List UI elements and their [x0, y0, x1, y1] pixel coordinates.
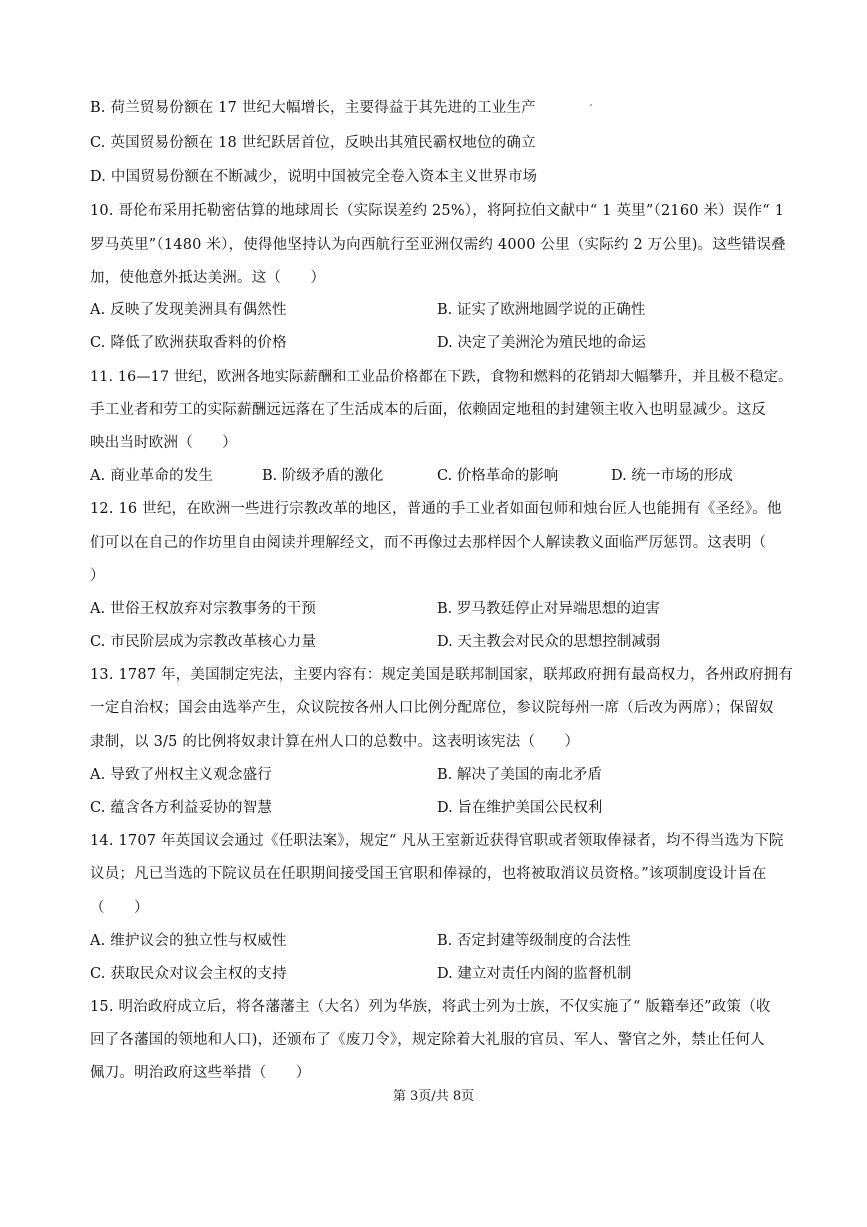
question-10-line-2: 罗马英里”（1480 米），使得他坚持认为向西航行至亚洲仅需约 4000 公里（实际约 2 万公里)。这些错误叠 [90, 237, 786, 253]
option-c-q9: C. 英国贸易份额在 18 世纪跃居首位，反映出其殖民霸权地位的确立 [90, 135, 536, 151]
option-c-q12: C. 市民阶层成为宗教改革核心力量 [90, 634, 317, 650]
option-d-q11: D. 统一市场的形成 [611, 468, 733, 484]
option-a-q11: A. 商业革命的发生 [90, 468, 214, 484]
option-b-q13: B. 解决了美国的南北矛盾 [437, 767, 602, 783]
question-15-line-2: 回了各藩国的领地和人口)，还颁布了《废刀令》，规定除着大礼服的官员、军人、警官之外，禁止任何人 [90, 1032, 765, 1048]
question-12-line-1: 12. 16 世纪，在欧洲一些进行宗教改革的地区，普通的手工业者如面包师和烛台匠人也能拥有《圣经》。他 [90, 501, 782, 517]
option-c-q10: C. 降低了欧洲获取香料的价格 [90, 335, 287, 351]
option-b-q12: B. 罗马教廷停止对异端思想的迫害 [437, 601, 660, 617]
question-14-line-2: 议员；凡已当选的下院议员在任职期间接受国王官职和俸禄的，也将被取消议员资格。”该项制度设计旨在 [90, 866, 767, 882]
option-b-q10: B. 证实了欧洲地圆学说的正确性 [437, 302, 646, 318]
question-15-line-3: 佩刀。明治政府这些举措（ ） [90, 1065, 311, 1081]
question-15-line-1: 15. 明治政府成立后，将各藩藩主（大名）列为华族，将武士列为士族，不仅实施了“ 版籍奉还”政策（收 [90, 999, 771, 1015]
question-13-line-3: 隶制，以 3/5 的比例将奴隶计算在州人口的总数中。这表明该宪法（ ） [90, 734, 580, 750]
question-14-line-1: 14. 1707 年英国议会通过《任职法案》，规定“ 凡从王室新近获得官职或者领取俸禄者，均不得当选为下院 [90, 833, 784, 849]
option-a-q12: A. 世俗王权放弃对宗教事务的干预 [90, 601, 317, 617]
option-a-q10: A. 反映了发现美洲具有偶然性 [90, 302, 287, 318]
question-12-line-2: 们可以在自己的作坊里自由阅读并理解经文，而不再像过去那样因个人解读教义面临严厉惩罚。这表明（ [90, 535, 767, 551]
page-footer: 第 3页/共 8页 [392, 1089, 475, 1104]
option-d-q13: D. 旨在维护美国公民权利 [437, 800, 603, 816]
option-d-q14: D. 建立对责任内阁的监督机制 [437, 966, 632, 982]
question-12-line-3: ） [90, 568, 105, 584]
option-b-q11: B. 阶级矛盾的激化 [262, 468, 384, 484]
question-10-line-3: 加，使他意外抵达美洲。这（ ） [90, 270, 326, 286]
question-14-line-3: （ ） [90, 900, 149, 916]
question-11-line-3: 映出当时欧洲（ ） [90, 435, 237, 451]
question-13-line-2: 一定自治权；国会由选举产生，众议院按各州人口比例分配席位，参议院每州一席（后改为两席）；保留奴 [90, 700, 774, 716]
option-d-q12: D. 天主教会对民众的思想控制减弱 [437, 634, 661, 650]
option-a-q13: A. 导致了州权主义观念盛行 [90, 767, 272, 783]
option-c-q14: C. 获取民众对议会主权的支持 [90, 966, 287, 982]
option-d-q9: D. 中国贸易份额在不断减少，说明中国被完全卷入资本主义世界市场 [90, 169, 538, 185]
option-b-q9: B. 荷兰贸易份额在 17 世纪大幅增长，主要得益于其先进的工业生产 [90, 100, 536, 116]
stray-mark [590, 104, 592, 106]
option-c-q11: C. 价格革命的影响 [437, 468, 559, 484]
question-11-line-2: 手工业者和劳工的实际薪酬远远落在了生活成本的后面，依赖固定地租的封建领主收入也明显减少。这反 [90, 402, 767, 418]
question-11-line-1: 11. 16—17 世纪，欧洲各地实际薪酬和工业品价格都在下跌，食物和燃料的花销却大幅攀升，并且极不稳定。 [90, 369, 793, 385]
question-10-line-1: 10. 哥伦布采用托勒密估算的地球周长（实际误差约 25%），将阿拉伯文献中“ 1 英里”（2160 米）误作“ 1 [90, 203, 785, 219]
option-d-q10: D. 决定了美洲沦为殖民地的命运 [437, 335, 646, 351]
option-a-q14: A. 维护议会的独立性与权威性 [90, 933, 287, 949]
option-b-q14: B. 否定封建等级制度的合法性 [437, 933, 631, 949]
question-13-line-1: 13. 1787 年，美国制定宪法，主要内容有：规定美国是联邦制国家，联邦政府拥有最高权力，各州政府拥有 [90, 667, 794, 683]
option-c-q13: C. 蕴含各方利益妥协的智慧 [90, 800, 273, 816]
